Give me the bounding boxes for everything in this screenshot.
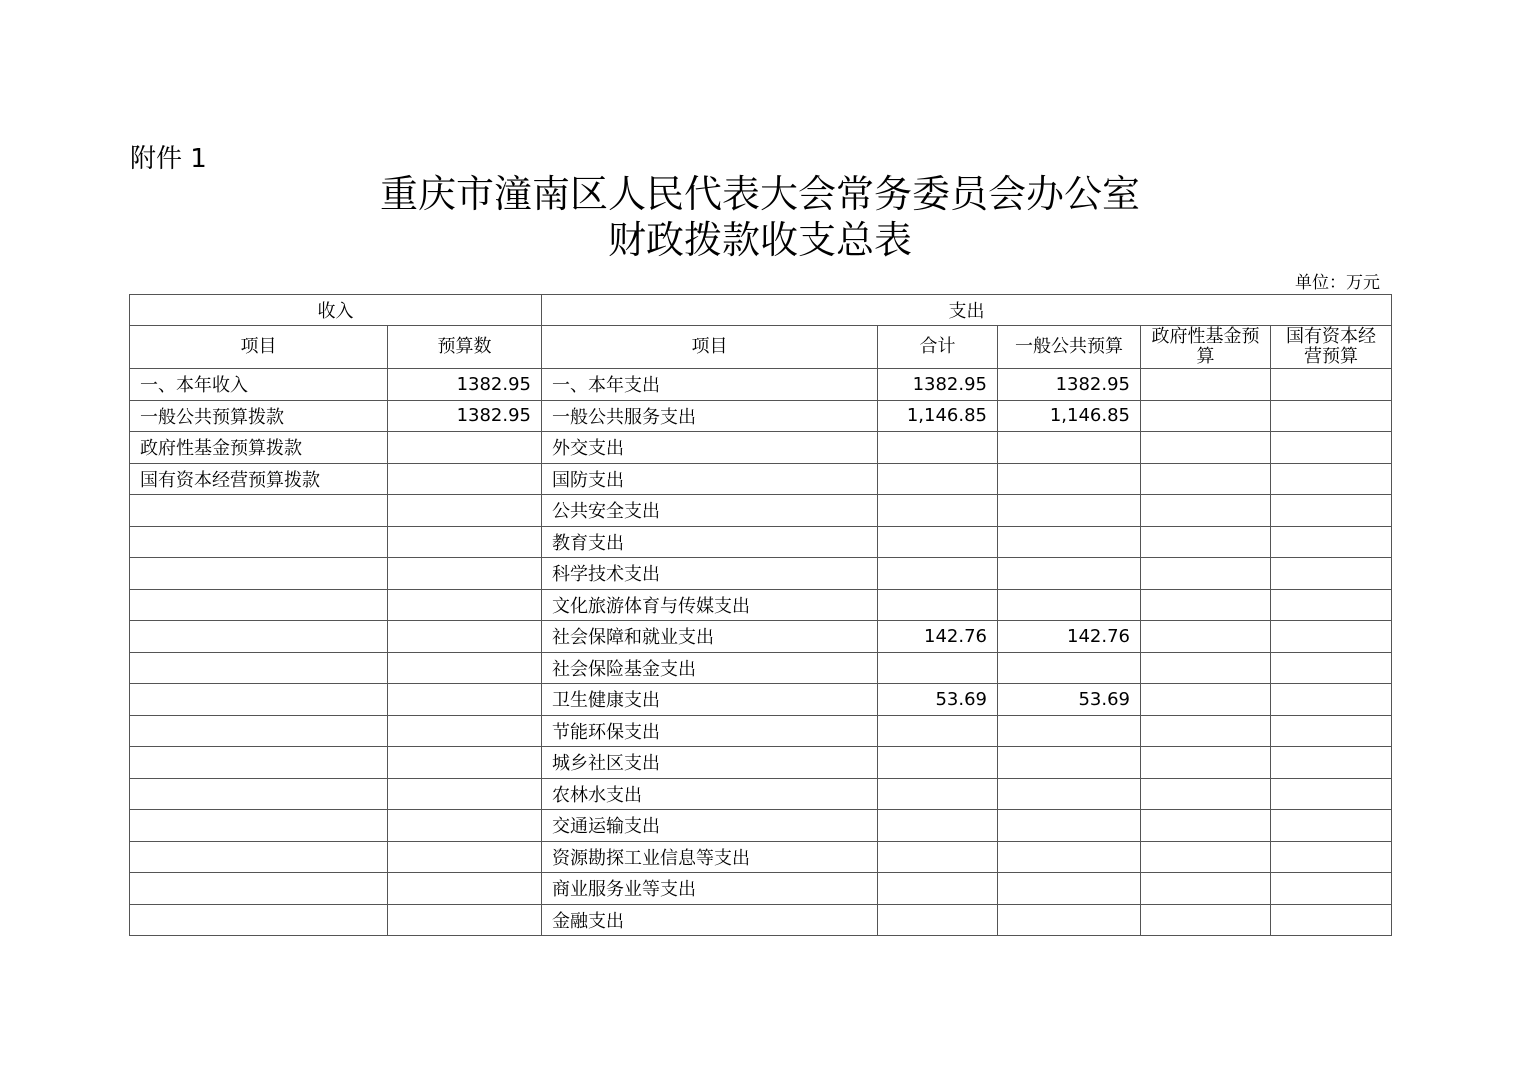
expense-item-cell: 一般公共服务支出 [542, 400, 878, 432]
table-row [130, 589, 1392, 621]
expense-item-cell: 城乡社区支出 [542, 747, 878, 779]
income-header: 收入 [130, 295, 542, 326]
state-capital-budget-cell [1271, 558, 1392, 590]
expense-total-cell [878, 841, 998, 873]
expense-total-cell [878, 432, 998, 464]
expense-total-cell [878, 495, 998, 527]
income-item-cell [130, 715, 388, 747]
gov-fund-budget-cell [1141, 400, 1271, 432]
income-budget-cell [388, 747, 542, 779]
col-header-general-budget: 一般公共预算 [998, 326, 1141, 369]
document-title-line-1: 重庆市潼南区人民代表大会常务委员会办公室 [379, 172, 1140, 216]
income-item-cell: 一般公共预算拨款 [130, 400, 388, 432]
expense-item-cell: 科学技术支出 [542, 558, 878, 590]
expense-item-cell: 资源勘探工业信息等支出 [542, 841, 878, 873]
income-budget-cell [388, 684, 542, 716]
income-budget-cell [388, 621, 542, 653]
expense-header: 支出 [542, 295, 1392, 326]
table-row [130, 747, 1392, 779]
income-budget-cell [388, 778, 542, 810]
table-row [130, 495, 1392, 527]
general-budget-cell [998, 432, 1141, 464]
unit-label: 单位：万元 [1295, 273, 1380, 293]
general-budget-cell [998, 747, 1141, 779]
expense-item-cell: 文化旅游体育与传媒支出 [542, 589, 878, 621]
income-budget-cell: 1382.95 [388, 369, 542, 401]
expense-item-cell: 社会保障和就业支出 [542, 621, 878, 653]
expense-item-cell: 国防支出 [542, 463, 878, 495]
state-capital-budget-cell [1271, 400, 1392, 432]
expense-total-cell [878, 810, 998, 842]
expense-item-cell: 卫生健康支出 [542, 684, 878, 716]
attachment-label: 附件 1 [130, 144, 207, 174]
gov-fund-budget-cell [1141, 873, 1271, 905]
income-item-cell [130, 841, 388, 873]
gov-fund-budget-cell [1141, 463, 1271, 495]
table-row [130, 558, 1392, 590]
income-budget-cell [388, 841, 542, 873]
table-row [130, 526, 1392, 558]
expense-total-cell [878, 526, 998, 558]
income-item-cell: 国有资本经营预算拨款 [130, 463, 388, 495]
expense-total-cell: 142.76 [878, 621, 998, 653]
gov-fund-budget-cell [1141, 589, 1271, 621]
income-item-cell [130, 684, 388, 716]
col-header-total: 合计 [878, 326, 998, 369]
general-budget-cell [998, 810, 1141, 842]
gov-fund-budget-cell [1141, 526, 1271, 558]
general-budget-cell [998, 495, 1141, 527]
expense-total-cell [878, 715, 998, 747]
table-row [130, 369, 1392, 401]
table-row [130, 463, 1392, 495]
income-item-cell [130, 589, 388, 621]
general-budget-cell [998, 558, 1141, 590]
general-budget-cell [998, 526, 1141, 558]
expense-total-cell [878, 778, 998, 810]
gov-fund-budget-cell [1141, 621, 1271, 653]
gov-fund-budget-cell [1141, 432, 1271, 464]
table-header-row-1 [130, 295, 1392, 326]
income-item-cell [130, 810, 388, 842]
income-item-cell [130, 558, 388, 590]
table-row [130, 432, 1392, 464]
col-header-gov-fund-budget: 政府性基金预算 [1141, 326, 1271, 369]
state-capital-budget-cell [1271, 621, 1392, 653]
document-title-line-2: 财政拨款收支总表 [607, 218, 912, 262]
expense-item-cell: 社会保险基金支出 [542, 652, 878, 684]
income-budget-cell [388, 558, 542, 590]
income-budget-cell: 1382.95 [388, 400, 542, 432]
gov-fund-budget-cell [1141, 778, 1271, 810]
gov-fund-budget-cell [1141, 747, 1271, 779]
state-capital-budget-cell [1271, 652, 1392, 684]
expense-item-cell: 节能环保支出 [542, 715, 878, 747]
income-item-cell [130, 621, 388, 653]
state-capital-budget-cell [1271, 810, 1392, 842]
general-budget-cell [998, 463, 1141, 495]
general-budget-cell [998, 652, 1141, 684]
expense-item-cell: 交通运输支出 [542, 810, 878, 842]
state-capital-budget-cell [1271, 715, 1392, 747]
general-budget-cell [998, 873, 1141, 905]
income-item-cell [130, 778, 388, 810]
expense-item-cell: 商业服务业等支出 [542, 873, 878, 905]
income-item-cell [130, 526, 388, 558]
income-item-cell [130, 873, 388, 905]
state-capital-budget-cell [1271, 495, 1392, 527]
budget-summary-table [129, 294, 1392, 936]
table-row [130, 810, 1392, 842]
expense-total-cell [878, 652, 998, 684]
gov-fund-budget-cell [1141, 558, 1271, 590]
col-header-income-budget: 预算数 [388, 326, 542, 369]
general-budget-cell [998, 841, 1141, 873]
gov-fund-budget-cell [1141, 369, 1271, 401]
expense-item-cell: 农林水支出 [542, 778, 878, 810]
col-header-state-capital-budget: 国有资本经营预算 [1271, 326, 1392, 369]
state-capital-budget-cell [1271, 526, 1392, 558]
income-budget-cell [388, 526, 542, 558]
gov-fund-budget-cell [1141, 904, 1271, 936]
income-budget-cell [388, 495, 542, 527]
expense-item-cell: 一、本年支出 [542, 369, 878, 401]
table-row [130, 621, 1392, 653]
state-capital-budget-cell [1271, 778, 1392, 810]
gov-fund-budget-cell [1141, 715, 1271, 747]
state-capital-budget-cell [1271, 747, 1392, 779]
general-budget-cell: 53.69 [998, 684, 1141, 716]
expense-total-cell [878, 463, 998, 495]
expense-item-cell: 金融支出 [542, 904, 878, 936]
gov-fund-budget-cell [1141, 841, 1271, 873]
state-capital-budget-cell [1271, 369, 1392, 401]
gov-fund-budget-cell [1141, 810, 1271, 842]
expense-total-cell [878, 589, 998, 621]
general-budget-cell: 142.76 [998, 621, 1141, 653]
income-budget-cell [388, 873, 542, 905]
expense-total-cell: 1382.95 [878, 369, 998, 401]
general-budget-cell [998, 589, 1141, 621]
income-budget-cell [388, 652, 542, 684]
gov-fund-budget-cell [1141, 652, 1271, 684]
income-item-cell [130, 495, 388, 527]
table-row [130, 873, 1392, 905]
table-row [130, 841, 1392, 873]
expense-total-cell [878, 747, 998, 779]
gov-fund-budget-cell [1141, 684, 1271, 716]
table-row [130, 652, 1392, 684]
income-item-cell: 一、本年收入 [130, 369, 388, 401]
income-item-cell [130, 652, 388, 684]
income-item-cell: 政府性基金预算拨款 [130, 432, 388, 464]
expense-item-cell: 公共安全支出 [542, 495, 878, 527]
expense-total-cell [878, 558, 998, 590]
general-budget-cell [998, 715, 1141, 747]
general-budget-cell [998, 904, 1141, 936]
general-budget-cell: 1,146.85 [998, 400, 1141, 432]
state-capital-budget-cell [1271, 873, 1392, 905]
expense-item-cell: 外交支出 [542, 432, 878, 464]
col-header-income-item: 项目 [130, 326, 388, 369]
table-row [130, 904, 1392, 936]
income-budget-cell [388, 463, 542, 495]
expense-total-cell: 1,146.85 [878, 400, 998, 432]
income-item-cell [130, 904, 388, 936]
expense-item-cell: 教育支出 [542, 526, 878, 558]
income-budget-cell [388, 432, 542, 464]
table-header-row-2 [130, 326, 1392, 369]
table-row [130, 778, 1392, 810]
table-row [130, 400, 1392, 432]
state-capital-budget-cell [1271, 904, 1392, 936]
col-header-expense-item: 项目 [542, 326, 878, 369]
expense-total-cell: 53.69 [878, 684, 998, 716]
income-budget-cell [388, 904, 542, 936]
general-budget-cell [998, 778, 1141, 810]
state-capital-budget-cell [1271, 432, 1392, 464]
state-capital-budget-cell [1271, 463, 1392, 495]
state-capital-budget-cell [1271, 684, 1392, 716]
income-budget-cell [388, 810, 542, 842]
table-row [130, 715, 1392, 747]
table-row [130, 684, 1392, 716]
state-capital-budget-cell [1271, 589, 1392, 621]
income-item-cell [130, 747, 388, 779]
general-budget-cell: 1382.95 [998, 369, 1141, 401]
income-budget-cell [388, 715, 542, 747]
gov-fund-budget-cell [1141, 495, 1271, 527]
income-budget-cell [388, 589, 542, 621]
expense-total-cell [878, 873, 998, 905]
expense-total-cell [878, 904, 998, 936]
state-capital-budget-cell [1271, 841, 1392, 873]
